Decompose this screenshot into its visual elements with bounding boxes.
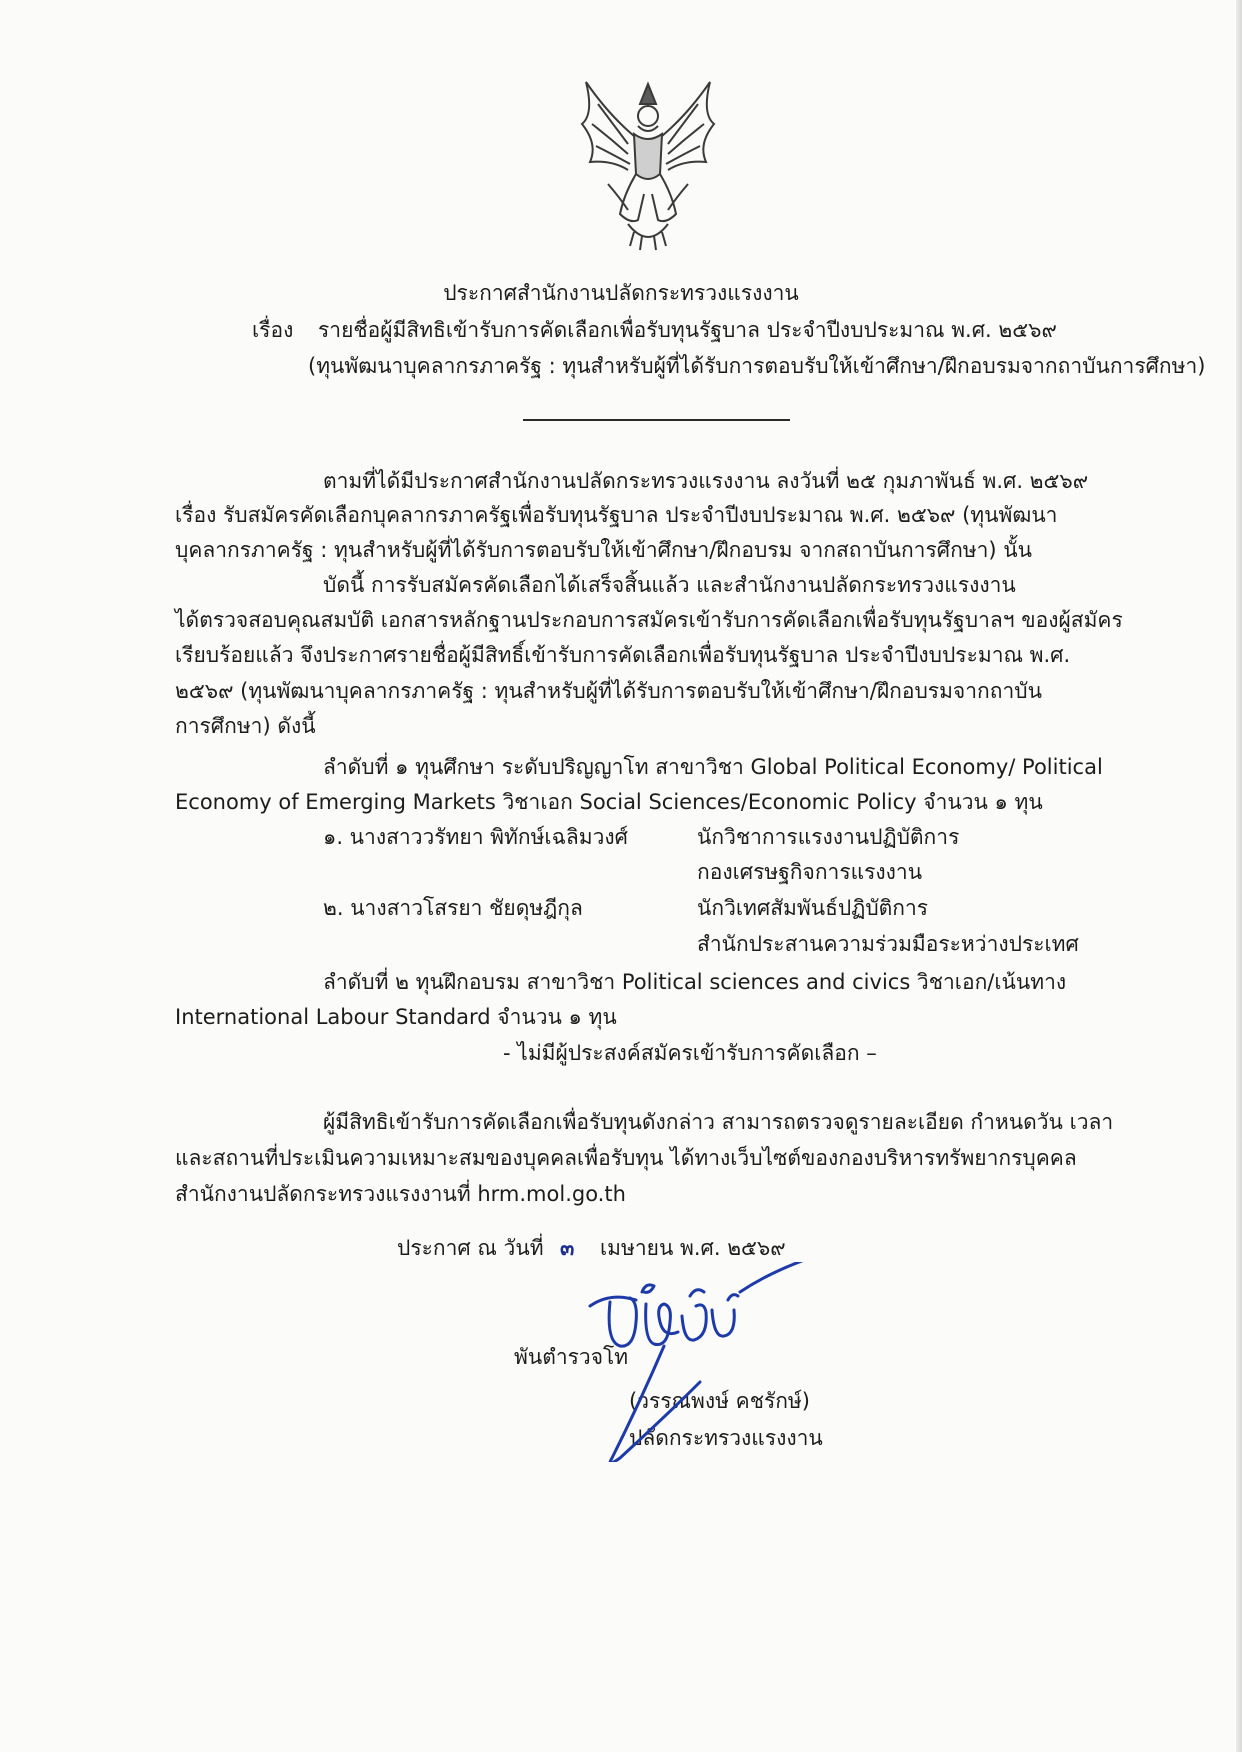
- signer-rank: พันตำรวจโท: [514, 1345, 629, 1369]
- candidate-2-position: นักวิเทศสัมพันธ์ปฏิบัติการ: [697, 896, 929, 920]
- no-applicants-note: - ไม่มีผู้ประสงค์สมัครเข้ารับการคัดเลือก –: [503, 1041, 877, 1065]
- candidate-1-name: ๑. นางสาววรัทยา พิทักษ์เฉลิมวงศ์: [323, 825, 628, 849]
- paragraph-2-line-2: ได้ตรวจสอบคุณสมบัติ เอกสารหลักฐานประกอบการสมัครเข้ารับการคัดเลือกเพื่อรับทุนรัฐบาลฯ ของผู้สมัคร: [175, 608, 1123, 632]
- announced-month-year: เมษายน พ.ศ. ๒๕๖๙: [600, 1236, 786, 1260]
- garuda-emblem-icon: [568, 74, 728, 254]
- paragraph-1-line-1: ตามที่ได้มีประกาศสำนักงานปลัดกระทรวงแรงงาน ลงวันที่ ๒๕ กุมภาพันธ์ พ.ศ. ๒๕๖๙: [323, 469, 1089, 493]
- announced-date-prefix: ประกาศ ณ วันที่: [397, 1236, 544, 1260]
- paragraph-2-line-1: บัดนี้ การรับสมัครคัดเลือกได้เสร็จสิ้นแล้ว และสำนักงานปลัดกระทรวงแรงงาน: [323, 573, 1016, 597]
- item-1-line-1: ลำดับที่ ๑ ทุนศึกษา ระดับปริญญาโท สาขาวิชา Global Political Economy/ Political: [323, 755, 1103, 779]
- handwritten-signature-icon: [580, 1262, 850, 1462]
- signer-name: (วรรณพงษ์ คชรักษ์): [629, 1389, 810, 1413]
- paragraph-3-line-1: ผู้มีสิทธิเข้ารับการคัดเลือกเพื่อรับทุนดังกล่าว สามารถตรวจดูรายละเอียด กำหนดวัน เวลา: [323, 1110, 1114, 1134]
- subject-label: เรื่อง: [252, 318, 294, 342]
- header-divider: [523, 419, 790, 421]
- announcement-title: ประกาศสำนักงานปลัดกระทรวงแรงงาน: [443, 281, 799, 305]
- candidate-1-position: นักวิชาการแรงงานปฏิบัติการ: [697, 825, 960, 849]
- paragraph-3-line-3: สำนักงานปลัดกระทรวงแรงงานที่ hrm.mol.go.th: [175, 1182, 626, 1206]
- paragraph-3-line-2: และสถานที่ประเมินความเหมาะสมของบุคคลเพื่อรับทุน ได้ทางเว็บไซต์ของกองบริหารทรัพยากรบุคคล: [175, 1146, 1077, 1170]
- paragraph-1-line-3: บุคลากรภาครัฐ : ทุนสำหรับผู้ที่ได้รับการตอบรับให้เข้าศึกษา/ฝึกอบรม จากสถาบันการศึกษา) นั้น: [175, 538, 1033, 562]
- paragraph-2-line-5: การศึกษา) ดังนี้: [175, 714, 316, 738]
- announced-day-stamp: ๓: [560, 1236, 575, 1260]
- paragraph-2-line-3: เรียบร้อยแล้ว จึงประกาศรายชื่อผู้มีสิทธิ์เข้ารับการคัดเลือกเพื่อรับทุนรัฐบาล ประจำปีงบประมาณ พ.ศ.: [175, 643, 1071, 667]
- subject-subtitle: (ทุนพัฒนาบุคลากรภาครัฐ : ทุนสำหรับผู้ที่ได้รับการตอบรับให้เข้าศึกษา/ฝึกอบรมจากถาบันการศึกษา): [308, 354, 1206, 378]
- candidate-1-unit: กองเศรษฐกิจการแรงงาน: [697, 860, 923, 884]
- item-1-line-2: Economy of Emerging Markets วิชาเอก Social Sciences/Economic Policy จำนวน ๑ ทุน: [175, 790, 1043, 814]
- page-edge-shadow: [1236, 0, 1242, 1752]
- candidate-2-unit: สำนักประสานความร่วมมือระหว่างประเทศ: [697, 932, 1079, 956]
- candidate-2-name: ๒. นางสาวโสรยา ชัยดุษฎีกุล: [323, 896, 583, 920]
- item-2-line-1: ลำดับที่ ๒ ทุนฝึกอบรม สาขาวิชา Political sciences and civics วิชาเอก/เน้นทาง: [323, 970, 1067, 994]
- paragraph-1-line-2: เรื่อง รับสมัครคัดเลือกบุคลากรภาครัฐเพื่อรับทุนรัฐบาล ประจำปีงบประมาณ พ.ศ. ๒๕๖๙ (ทุนพัฒนา: [175, 503, 1058, 527]
- item-2-line-2: International Labour Standard จำนวน ๑ ทุน: [175, 1005, 617, 1029]
- paragraph-2-line-4: ๒๕๖๙ (ทุนพัฒนาบุคลากรภาครัฐ : ทุนสำหรับผู้ที่ได้รับการตอบรับให้เข้าศึกษา/ฝึกอบรมจากถาบัน: [175, 679, 1042, 703]
- signer-title: ปลัดกระทรวงแรงงาน: [629, 1426, 823, 1450]
- subject-text: รายชื่อผู้มีสิทธิเข้ารับการคัดเลือกเพื่อรับทุนรัฐบาล ประจำปีงบประมาณ พ.ศ. ๒๕๖๙: [318, 318, 1057, 342]
